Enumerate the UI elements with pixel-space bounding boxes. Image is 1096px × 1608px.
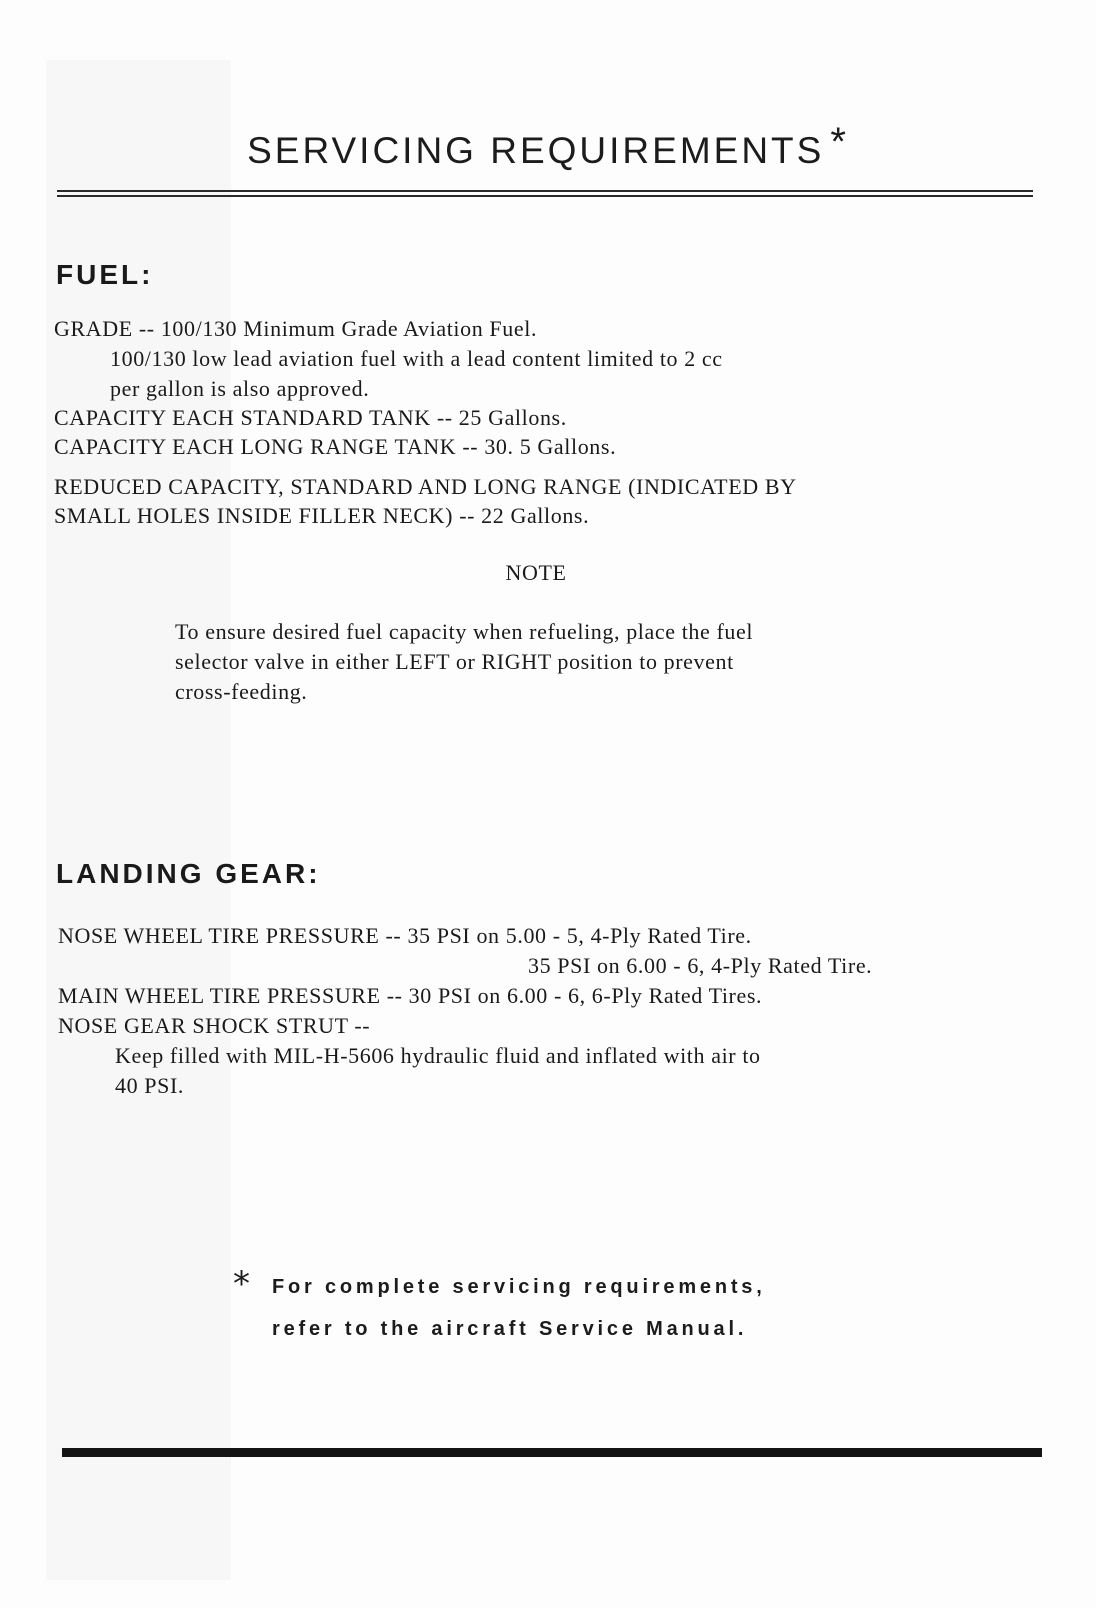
- footnote-line-2: refer to the aircraft Service Manual.: [272, 1318, 748, 1340]
- footnote-asterisk: *: [233, 1264, 250, 1304]
- title-asterisk: *: [830, 120, 849, 164]
- page-title-text: SERVICING REQUIREMENTS: [247, 130, 825, 171]
- page-title: [0, 120, 1096, 173]
- fuel-reduced-capacity-line-2: SMALL HOLES INSIDE FILLER NECK) -- 22 Gallons.: [54, 503, 590, 528]
- nose-gear-strut-line: NOSE GEAR SHOCK STRUT --: [58, 1013, 371, 1038]
- fuel-approved-line: per gallon is also approved.: [110, 376, 370, 401]
- fuel-reduced-capacity-line: REDUCED CAPACITY, STANDARD AND LONG RANGE (INDICATED BY: [54, 474, 797, 499]
- note-label-text: NOTE: [505, 560, 567, 585]
- strut-psi-line: 40 PSI.: [115, 1073, 184, 1098]
- fuel-heading: FUEL:: [56, 259, 154, 290]
- landing-gear-heading: LANDING GEAR:: [56, 858, 321, 889]
- nose-wheel-pressure-line: NOSE WHEEL TIRE PRESSURE -- 35 PSI on 5.00 - 5, 4-Ply Rated Tire.: [58, 923, 752, 948]
- fuel-long-range-capacity-line: CAPACITY EACH LONG RANGE TANK -- 30. 5 Gallons.: [54, 434, 617, 459]
- note-line-3: cross-feeding.: [175, 679, 308, 704]
- main-wheel-pressure-line: MAIN WHEEL TIRE PRESSURE -- 30 PSI on 6.00 - 6, 6-Ply Rated Tires.: [58, 983, 763, 1008]
- note-label: [0, 560, 1096, 586]
- note-line-1: To ensure desired fuel capacity when refueling, place the fuel: [175, 619, 754, 644]
- strut-fill-line: Keep filled with MIL-H-5606 hydraulic fluid and inflated with air to: [115, 1043, 761, 1068]
- title-double-rule: [57, 190, 1033, 197]
- fuel-standard-capacity-line: CAPACITY EACH STANDARD TANK -- 25 Gallons.: [54, 405, 567, 430]
- nose-wheel-pressure-alt-line: 35 PSI on 6.00 - 6, 4-Ply Rated Tire.: [528, 953, 873, 978]
- note-line-2: selector valve in either LEFT or RIGHT position to prevent: [175, 649, 734, 674]
- fuel-grade-line: GRADE -- 100/130 Minimum Grade Aviation Fuel.: [54, 316, 538, 341]
- footnote-line-1: For complete servicing requirements,: [272, 1276, 766, 1298]
- bottom-rule: [62, 1448, 1042, 1457]
- fuel-low-lead-line: 100/130 low lead aviation fuel with a lead content limited to 2 cc: [110, 346, 723, 371]
